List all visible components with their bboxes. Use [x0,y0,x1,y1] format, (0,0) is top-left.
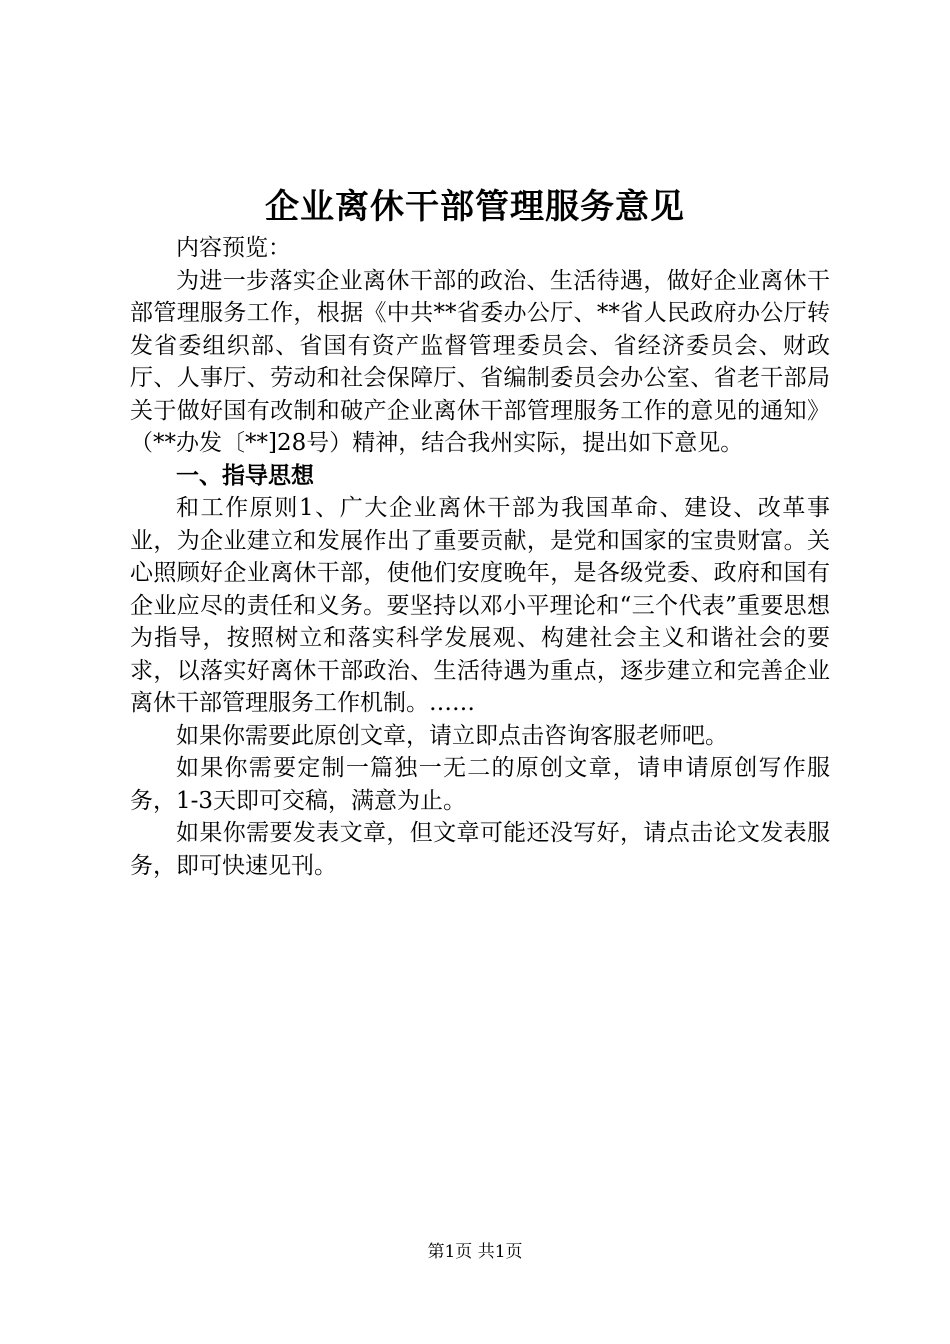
consult-paragraph: 如果你需要此原创文章，请立即点击咨询客服老师吧。 [176,722,728,749]
principles-paragraph: 和工作原则1、广大企业离休干部为我国革命、建设、改革事业，为企业建立和发展作出了重要贡献，是党和国家的宝贵财富。关心照顾好企业离休干部，使他们安度晚年，是各级党委、政府和国有企业应尽的责任和义务。要坚持以邓小平理论和“三个代表”重要思想为指导，按照树立和落实科学发展观、构建社会主义和谐社会的要求，以落实好离休干部政治、生活待遇为重点，逐步建立和完善企业离休干部管理服务工作机制。…… [130,495,830,716]
section-heading: 一、指导思想 [176,462,314,489]
custom-writing-paragraph: 如果你需要定制一篇独一无二的原创文章，请申请原创写作服务，1-3天即可交稿，满意为止。 [130,755,830,814]
preview-label: 内容预览： [176,235,291,261]
page-footer: 第1页 共1页 [427,1242,523,1262]
document-title: 企业离休干部管理服务意见 [265,187,685,227]
intro-paragraph: 为进一步落实企业离休干部的政治、生活待遇，做好企业离休干部管理服务工作，根据《中共**省委办公厅、**省人民政府办公厅转发省委组织部、省国有资产监督管理委员会、省经济委员会、财政厅、人事厅、劳动和社会保障厅、省编制委员会办公室、省老干部局关于做好国有改制和破产企业离休干部管理服务工作的意见的通知》（**办发〔**]28号）精神，结合我州实际，提出如下意见。 [130,267,830,456]
publishing-paragraph: 如果你需要发表文章，但文章可能还没写好，请点击论文发表服务，即可快速见刊。 [130,820,830,879]
document-body [130,232,830,882]
